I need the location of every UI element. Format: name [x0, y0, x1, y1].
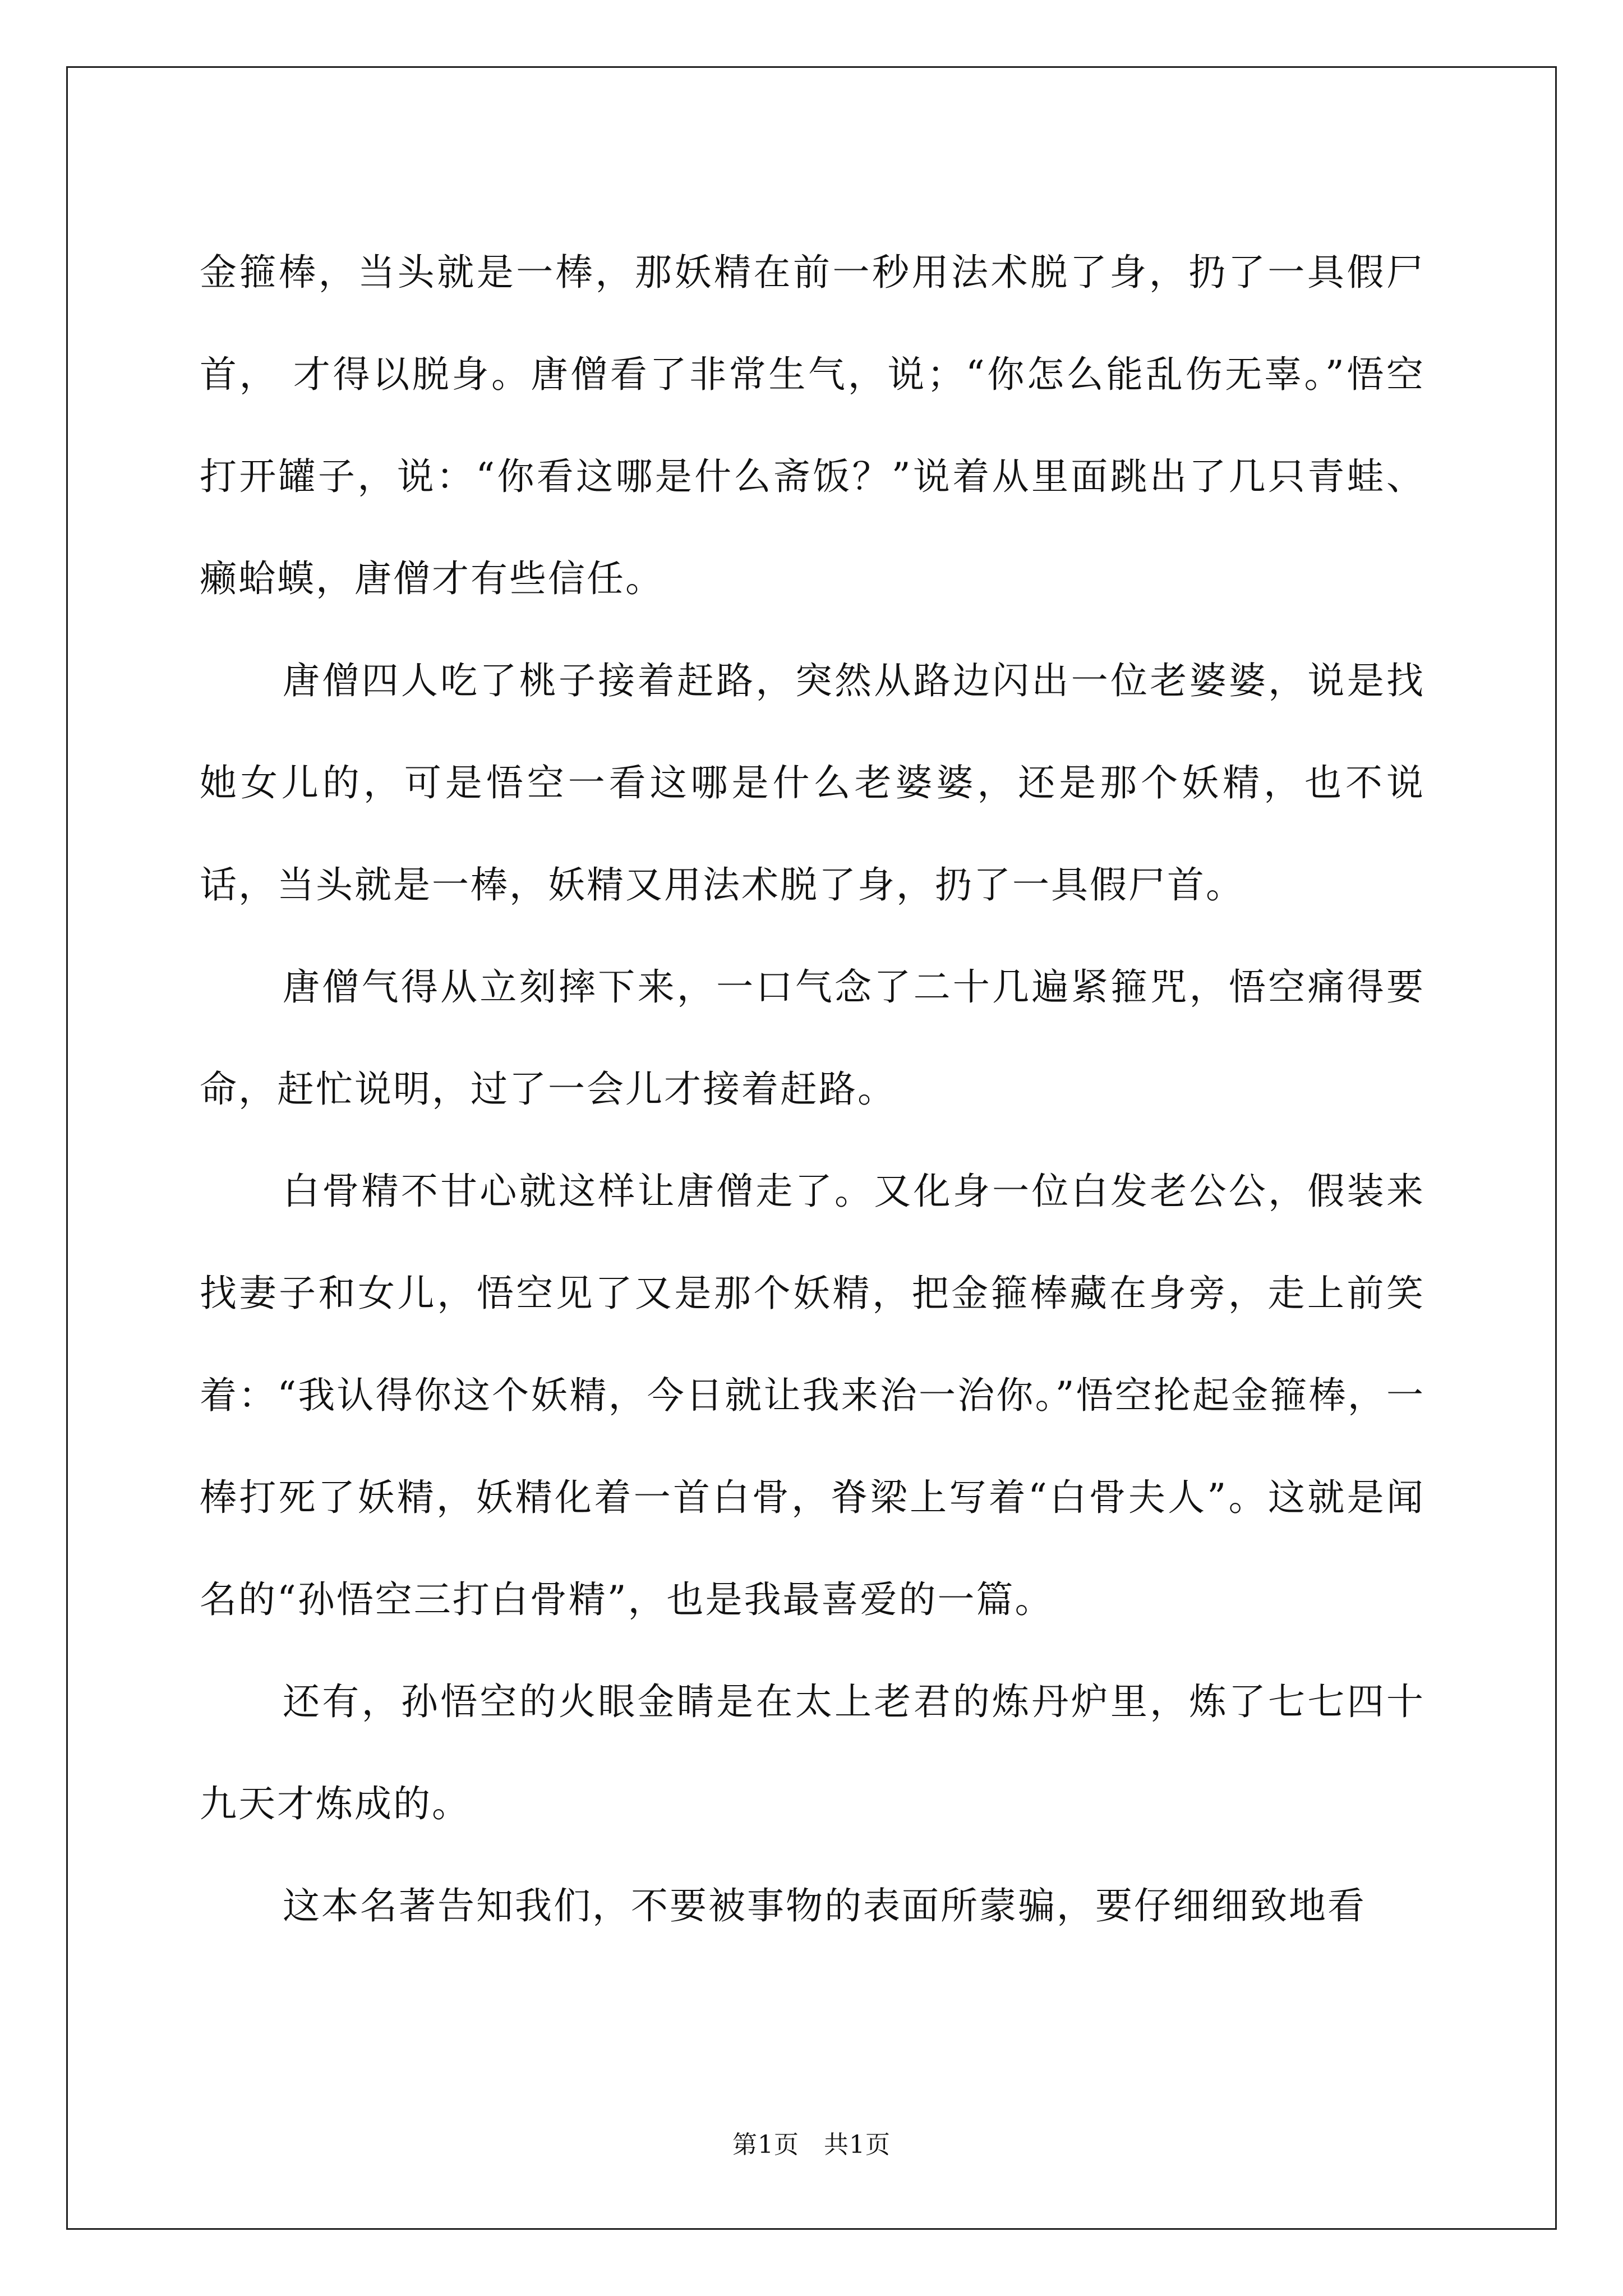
paragraph: 金箍棒，当头就是一棒，那妖精在前一秒用法术脱了身，扔了一具假尸首， 才得以脱身。唐僧看了非常生气，说；“你怎么能乱伤无辜。”悟空打开罐子，说：“你看这哪是什么斋饭？”说着从里面跳出了几只青蛙、癞蛤蟆，唐僧才有些信任。 — [200, 251, 1425, 600]
document-body — [200, 222, 1425, 1957]
paragraph: 这本名著告知我们，不要被事物的表面所蒙骗，要仔细细致地看 — [283, 1884, 1366, 1927]
page-number-current: 第1页 — [732, 2131, 799, 2159]
paragraph: 白骨精不甘心就这样让唐僧走了。又化身一位白发老公公，假装来找妻子和女儿，悟空见了又是那个妖精，把金箍棒藏在身旁，走上前笑着：“我认得你这个妖精，今日就让我来治一治你。”悟空抡起金箍棒，一棒打死了妖精，妖精化着一首白骨，脊梁上写着“白骨夫人”。这就是闻名的“孙悟空三打白骨精”，也是我最喜爱的一篇。 — [200, 1170, 1425, 1621]
page-number-total: 共1页 — [824, 2131, 891, 2159]
page-footer — [0, 2124, 1623, 2160]
paragraph: 唐僧四人吃了桃子接着赶路，突然从路边闪出一位老婆婆，说是找她女儿的，可是悟空一看这哪是什么老婆婆，还是那个妖精，也不说话，当头就是一棒，妖精又用法术脱了身，扔了一具假尸首。 — [200, 659, 1425, 907]
paragraph: 唐僧气得从立刻摔下来，一口气念了二十几遍紧箍咒，悟空痛得要命，赶忙说明，过了一会儿才接着赶路。 — [200, 965, 1425, 1111]
paragraph: 还有，孙悟空的火眼金睛是在太上老君的炼丹炉里，炼了七七四十九天才炼成的。 — [200, 1680, 1425, 1825]
